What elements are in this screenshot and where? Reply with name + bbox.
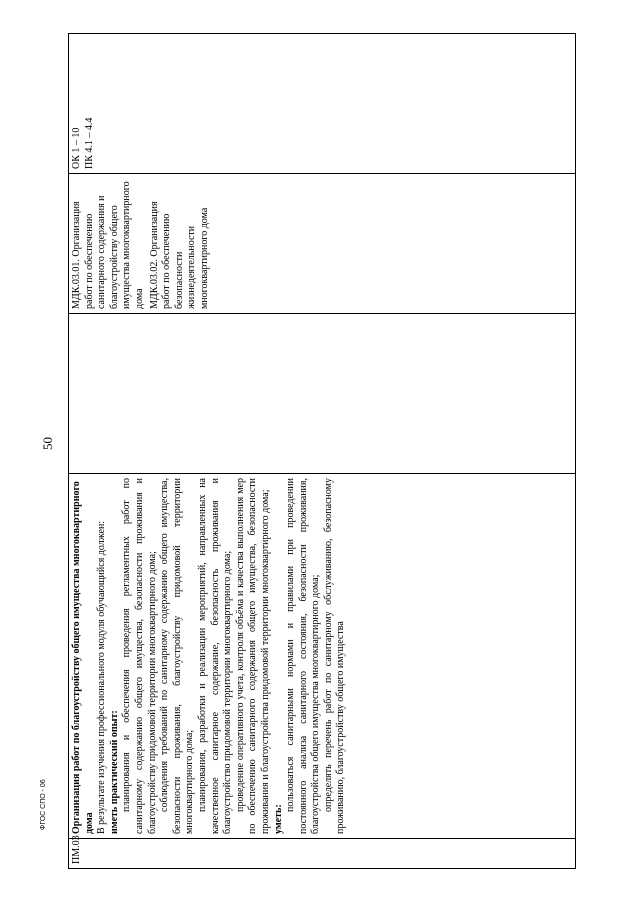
module-code-cell xyxy=(69,835,576,869)
practice-item: проведение оперативного учета, контроля объёма и качества выполнения мер по обеспечению санитарного содержания общего имущества, безопасности проживания и благоустройства придомовой территории многоквартирного дома; xyxy=(234,478,271,834)
module-title: Организация работ по благоустройству общего имущества многоквартирного дома xyxy=(71,481,95,834)
competencies-cell xyxy=(69,34,576,174)
module-code: ПМ.03 xyxy=(71,835,82,864)
skills-label: уметь: xyxy=(272,804,284,834)
module-intro: В результате изучения профессионального модуля обучающийся должен: xyxy=(96,520,108,834)
mdk-item: МДК.03.01. Организация работ по обеспечению санитарного содержания и благоустройству общего имущества многоквартирного дома xyxy=(71,181,145,309)
curriculum-table xyxy=(68,33,576,869)
footer-code: ФГОС СПО - 06 xyxy=(40,779,47,830)
module-content-cell xyxy=(69,474,576,839)
competency-codes: ОК 1 – 10 ПК 4.1 – 4.4 xyxy=(71,117,95,169)
mdk-cell xyxy=(69,174,576,314)
practice-label: иметь практический опыт: xyxy=(108,710,120,834)
page-number: 50 xyxy=(40,437,55,450)
practice-item: планирования, разработки и реализации мероприятий, направленных на качественное санитарное содержание, безопасность проживания и благоустройство придомовой территории многоквартирного дома; xyxy=(196,478,234,834)
rotated-table-page xyxy=(68,34,576,869)
table-row xyxy=(69,34,576,869)
practice-item: соблюдения требований по санитарному содержанию общего имущества, безопасности проживания, благоустройству придомовой территории многоквартирного дома; xyxy=(159,478,196,834)
hours-cell xyxy=(69,314,576,474)
skills-item: определять перечень работ по санитарному обслуживанию, безопасному проживанию, благоустройству общего имущества xyxy=(322,478,347,834)
mdk-item: МДК.03.02. Организация работ по обеспечению безопасности жизнедеятельности многоквартирного дома xyxy=(148,201,210,309)
practice-item: планирования и обеспечения проведения регламентных работ по санитарному содержанию общего имущества, безопасности проживания и благоустройству придомовой территории многоквартирного дома; xyxy=(121,478,158,834)
skills-item: пользоваться санитарными нормами и правилами при проведении постоянного анализа санитарного состояния, безопасности проживания, благоустройства общего имущества многоквартирного дома; xyxy=(285,478,322,834)
